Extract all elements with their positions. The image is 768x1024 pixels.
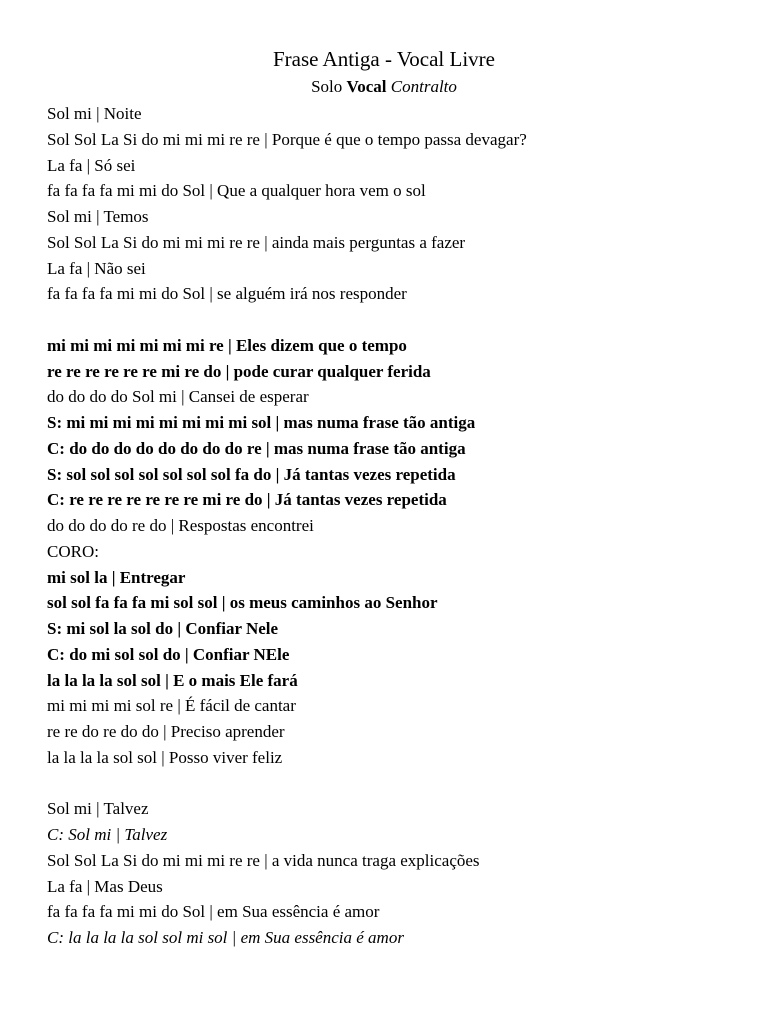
lyric-line: Sol Sol La Si do mi mi mi re re | Porque é que o tempo passa devagar? xyxy=(47,129,527,149)
lyric-line: fa fa fa fa mi mi do Sol | em Sua essência é amor xyxy=(47,902,380,922)
lyric-line: do do do do re do | Respostas encontrei xyxy=(47,516,314,535)
lyric-line: Sol Sol La Si do mi mi mi re re | ainda mais perguntas a fazer xyxy=(47,232,466,252)
lyric-line: C: Sol mi | Talvez xyxy=(47,825,168,844)
subtitle-vocal: Vocal xyxy=(346,77,387,96)
lyric-line: re re re re re re mi re do | pode curar qualquer ferida xyxy=(47,361,431,381)
lyric-line: La fa | Só sei xyxy=(47,155,136,175)
lyric-line: Sol Sol La Si do mi mi mi re re | a vida nunca traga explicações xyxy=(47,850,480,870)
lyric-line: Sol mi | Noite xyxy=(47,104,142,123)
lyric-line: mi mi mi mi sol re | É fácil de cantar xyxy=(47,696,296,716)
lyric-line: Sol mi | Talvez xyxy=(47,799,149,819)
lyric-line: mi sol la | Entregar xyxy=(47,567,186,587)
lyric-line: mi mi mi mi mi mi mi re | Eles dizem que o tempo xyxy=(47,335,407,355)
lyric-line: fa fa fa fa mi mi do Sol | Que a qualquer hora vem o sol xyxy=(47,181,426,201)
lyric-line: C: do mi sol sol do | Confiar NEle xyxy=(47,644,290,664)
lyric-line: fa fa fa fa mi mi do Sol | se alguém irá nos responder xyxy=(47,284,407,304)
lyric-line: C: re re re re re re re mi re do | Já tantas vezes repetida xyxy=(47,490,447,510)
lyric-line: do do do do Sol mi | Cansei de esperar xyxy=(47,387,309,407)
lyric-line: C: la la la la sol sol mi sol | em Sua essência é amor xyxy=(47,928,404,947)
lyric-line: La fa | Não sei xyxy=(47,258,146,278)
lyrics-body xyxy=(47,101,747,951)
lyric-line: Sol mi | Temos xyxy=(47,207,149,226)
stanza-gap xyxy=(47,771,747,797)
lyric-line: C: do do do do do do do do re | mas numa frase tão antiga xyxy=(47,438,466,458)
stanza-gap xyxy=(47,307,747,333)
lyric-line: S: mi mi mi mi mi mi mi mi sol | mas numa frase tão antiga xyxy=(47,413,476,432)
subtitle-voice-type: Contralto xyxy=(390,77,457,96)
lyric-line: la la la la sol sol | Posso viver feliz xyxy=(47,747,283,767)
subtitle-solo: Solo xyxy=(311,77,343,96)
document-title: Frase Antiga - Vocal Livre xyxy=(272,47,495,71)
lyric-line: S: sol sol sol sol sol sol sol fa do | Já tantas vezes repetida xyxy=(47,464,456,484)
lyric-line: La fa | Mas Deus xyxy=(47,876,163,896)
lyric-line: re re do re do do | Preciso aprender xyxy=(47,722,285,741)
lyric-line: la la la la sol sol | E o mais Ele fará xyxy=(47,670,298,690)
lyric-line: CORO: xyxy=(47,541,99,561)
lyric-line: sol sol fa fa fa mi sol sol | os meus caminhos ao Senhor xyxy=(47,593,438,613)
document-subtitle xyxy=(0,76,768,98)
lyric-line: S: mi sol la sol do | Confiar Nele xyxy=(47,619,279,638)
